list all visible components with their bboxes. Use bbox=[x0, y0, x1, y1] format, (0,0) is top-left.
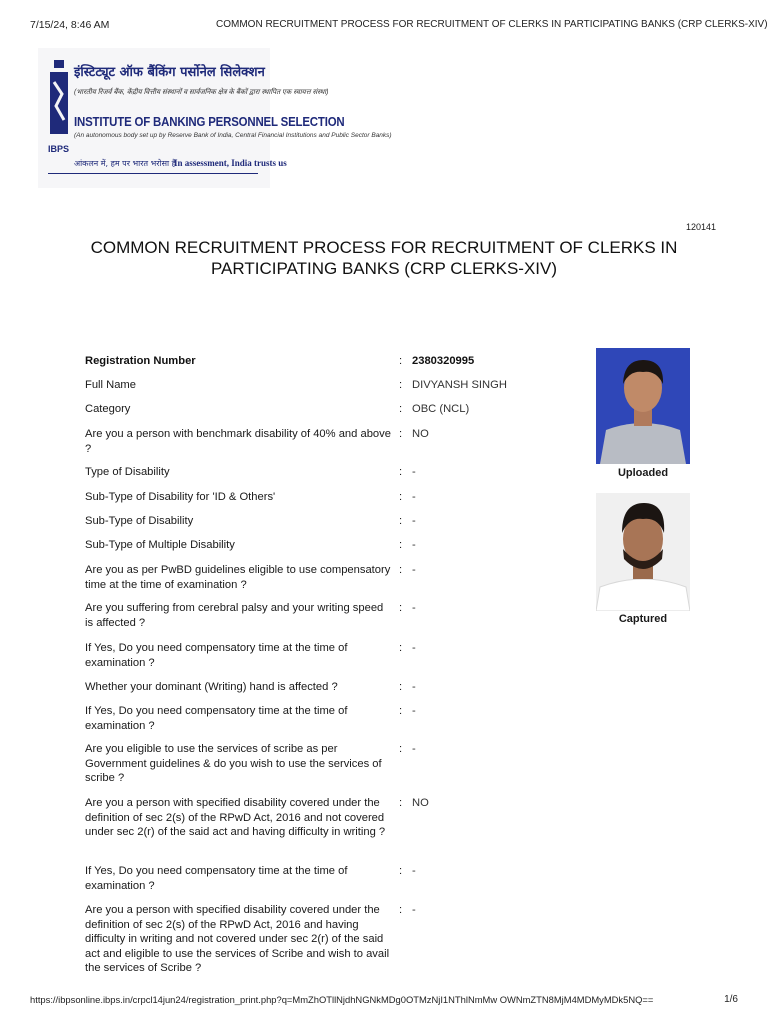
person-portrait-icon bbox=[596, 493, 690, 611]
field-label: Are you eligible to use the services of scribe as per Government guidelines & do you wish to use the services of scribe ? bbox=[85, 743, 382, 784]
field-value: - bbox=[412, 904, 416, 916]
logo-english-name: INSTITUTE OF BANKING PERSONNEL SELECTION bbox=[74, 114, 345, 129]
field-colon: : bbox=[399, 602, 403, 614]
field-value: - bbox=[412, 491, 416, 503]
logo-mark: IBPS bbox=[48, 144, 70, 154]
field-colon: : bbox=[399, 642, 403, 654]
ibps-logo bbox=[38, 48, 392, 188]
field-label: If Yes, Do you need compensatory time at the time of examination ? bbox=[85, 642, 348, 669]
field-value: NO bbox=[412, 428, 429, 440]
field-colon: : bbox=[399, 491, 403, 503]
uploaded-photo bbox=[596, 348, 690, 464]
field-label: Are you as per PwBD guidelines eligible to use compensatory time at the time of examination ? bbox=[85, 564, 391, 591]
print-url: https://ibpsonline.ibps.in/crpcl14jun24/registration_print.php?q=MmZhOTllNjdhNGNkMDg0OTMzNjI1NThlNmMw OWNmZTN8MjM4MDMyMDk5NQ== bbox=[30, 994, 654, 1005]
field-value: - bbox=[412, 515, 416, 527]
captured-caption: Captured bbox=[618, 613, 668, 625]
uploaded-caption: Uploaded bbox=[617, 467, 669, 479]
field-colon: : bbox=[399, 428, 403, 440]
captured-photo bbox=[596, 493, 690, 611]
logo-hindi-motto: आंकलन में, हम पर भारत भरोसा है bbox=[74, 159, 176, 168]
field-label: Registration Number bbox=[85, 355, 196, 367]
field-value: - bbox=[412, 865, 416, 877]
field-value: - bbox=[412, 466, 416, 478]
logo-english-tagline: (An autonomous body set up by Reserve Bank of India, Central Financial Institutions and Public Sector Banks) bbox=[74, 132, 392, 139]
page-number: 1/6 bbox=[724, 994, 738, 1005]
field-value: - bbox=[412, 705, 416, 717]
page-title: COMMON RECRUITMENT PROCESS FOR RECRUITMENT OF CLERKS IN PARTICIPATING BANKS (CRP CLERKS-XIV) bbox=[90, 238, 678, 278]
logo-motto: In assessment, India trusts us bbox=[174, 158, 287, 168]
ibps-emblem-icon bbox=[48, 60, 70, 140]
field-value: OBC (NCL) bbox=[412, 403, 470, 415]
field-value: 2380320995 bbox=[412, 355, 475, 367]
person-portrait-icon bbox=[596, 348, 690, 464]
field-label: If Yes, Do you need compensatory time at the time of examination ? bbox=[85, 705, 348, 732]
print-doc-title: COMMON RECRUITMENT PROCESS FOR RECRUITMENT OF CLERKS IN PARTICIPATING BANKS (CRP CLERKS-XIV) bbox=[216, 19, 768, 30]
field-label: If Yes, Do you need compensatory time at the time of examination ? bbox=[85, 865, 348, 892]
field-label: Type of Disability bbox=[85, 466, 170, 478]
field-colon: : bbox=[399, 865, 403, 877]
field-value: NO bbox=[412, 797, 429, 809]
field-value: - bbox=[412, 642, 416, 654]
field-colon: : bbox=[399, 904, 403, 916]
page-id: 120141 bbox=[685, 222, 716, 232]
field-label: Category bbox=[85, 403, 131, 415]
field-label: Whether your dominant (Writing) hand is affected ? bbox=[85, 681, 338, 693]
field-label: Are you a person with specified disability covered under the definition of sec 2(s) of the RPwD Act, 2016 and not covered under sec 2(r) of the said act and having difficulty in writing ? bbox=[85, 797, 386, 838]
field-label: Full Name bbox=[85, 379, 136, 391]
field-colon: : bbox=[399, 539, 403, 551]
field-value: - bbox=[412, 681, 416, 693]
field-label: Are you a person with benchmark disability of 40% and above ? bbox=[85, 428, 391, 455]
field-colon: : bbox=[399, 681, 403, 693]
field-colon: : bbox=[399, 797, 403, 809]
field-colon: : bbox=[399, 403, 403, 415]
field-label: Are you suffering from cerebral palsy and your writing speed is affected ? bbox=[85, 602, 384, 629]
field-colon: : bbox=[399, 379, 403, 391]
logo-hindi-tagline: (भारतीय रिजर्व बैंक, केंद्रीय वित्तीय संस्थानों व सार्वजनिक क्षेत्र के बैंकों द्वारा स्थापित एक स्वायत्त संस्था) bbox=[74, 89, 329, 96]
field-label: Are you a person with specified disability covered under the definition of sec 2(s) of the RPwD Act, 2016 and having difficulty in writing and not covered under sec 2(r) of the said act and eligible to use the services of Scribe and wish to avail the services of Scribe ? bbox=[85, 904, 390, 974]
logo-hindi-name: इंस्टिट्यूट ऑफ बैंकिंग पर्सोनेल सिलेक्शन bbox=[74, 65, 265, 80]
field-value: DIVYANSH SINGH bbox=[412, 379, 507, 391]
field-label: Sub-Type of Disability bbox=[85, 515, 194, 527]
field-colon: : bbox=[399, 705, 403, 717]
field-label: Sub-Type of Disability for 'ID & Others' bbox=[85, 491, 276, 503]
field-colon: : bbox=[399, 743, 403, 755]
field-colon: : bbox=[399, 515, 403, 527]
field-colon: : bbox=[399, 355, 403, 367]
field-value: - bbox=[412, 564, 416, 576]
field-label: Sub-Type of Multiple Disability bbox=[85, 539, 235, 551]
logo-divider bbox=[48, 173, 258, 174]
field-value: - bbox=[412, 602, 416, 614]
print-date: 7/15/24, 8:46 AM bbox=[30, 19, 110, 31]
field-colon: : bbox=[399, 466, 403, 478]
field-colon: : bbox=[399, 564, 403, 576]
field-value: - bbox=[412, 743, 416, 755]
field-value: - bbox=[412, 539, 416, 551]
